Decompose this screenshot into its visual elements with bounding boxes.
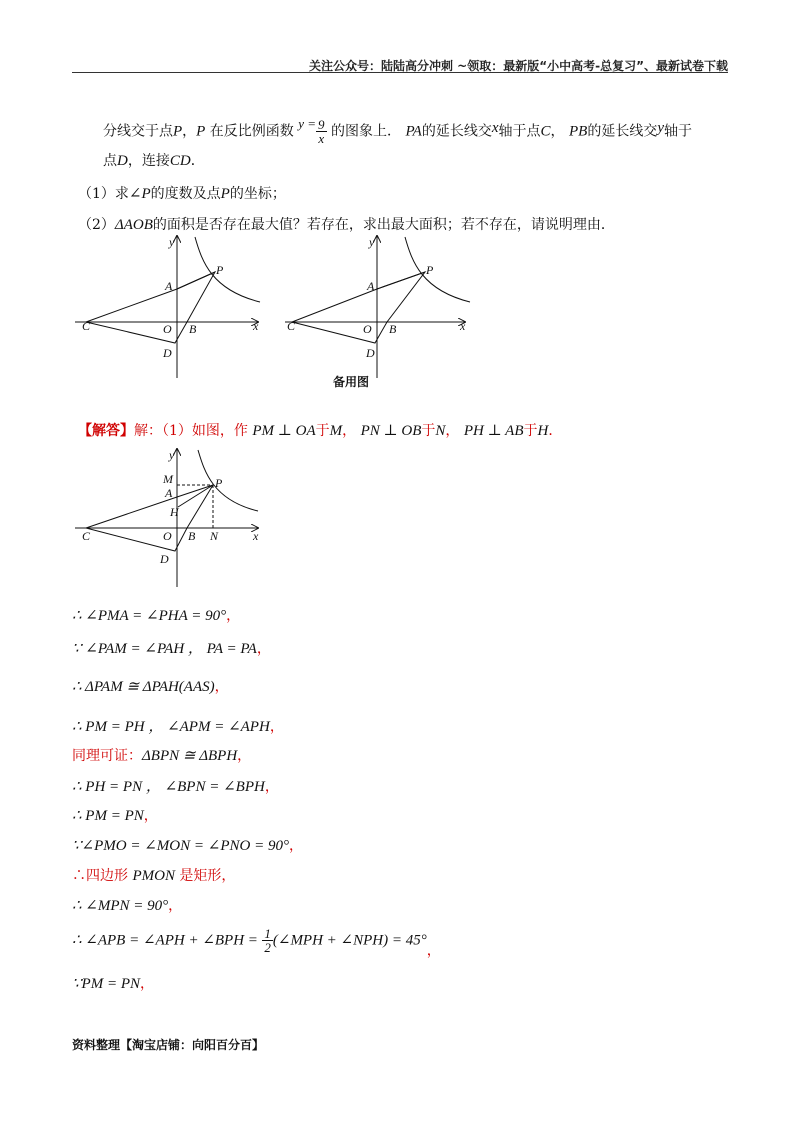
math-PN-perp-OB: PN ⊥ OB [360, 423, 422, 439]
problem-line-1 [103, 115, 692, 146]
punct: ， [426, 942, 441, 959]
math-x: x [491, 119, 499, 136]
step-math: ∴ ∠APB = ∠APH + ∠BPH = [72, 932, 258, 949]
solution-text: 于 [421, 423, 436, 439]
label-O: O [363, 322, 372, 336]
step-2 [72, 637, 271, 658]
label-B: B [188, 529, 196, 543]
label-y: y [369, 235, 375, 249]
label-D: D [160, 552, 169, 566]
question-2 [78, 214, 615, 234]
math-H: H [537, 423, 549, 439]
punct: ， [550, 123, 565, 140]
step-12 [72, 973, 154, 993]
question-text: 的面积是否存在最大值？若存在，求出最大面积；若不存在，请说明理由． [152, 217, 615, 233]
label-B: B [389, 322, 397, 336]
hyperbola [198, 450, 258, 511]
solution-text: 于 [523, 423, 538, 439]
problem-line-2 [103, 150, 205, 170]
figure-caption: 备用图 [333, 375, 370, 389]
label-C: C [287, 319, 296, 333]
punct: ， [143, 808, 158, 824]
math-PA: PA [405, 123, 422, 140]
step-math: ΔBPN ≅ ΔBPH [142, 748, 238, 764]
punct: ， [168, 898, 183, 914]
step-9 [72, 865, 235, 885]
label-y: y [169, 448, 175, 462]
problem-text: ． [190, 153, 205, 169]
question-text: 的坐标； [229, 186, 286, 202]
step-5 [72, 745, 251, 765]
problem-text: 点 [103, 153, 117, 169]
page-footer: 资料整理【淘宝店铺：向阳百分百】 [72, 1038, 265, 1052]
line-C-D-B-P [292, 272, 425, 343]
label-H: H [170, 505, 179, 519]
label-P: P [426, 263, 434, 277]
math-C: C [540, 123, 551, 140]
punct: ， [214, 679, 229, 695]
punct: ， [140, 976, 154, 992]
numerator: 9 [318, 117, 325, 132]
step-text: 同理可证： [72, 748, 142, 764]
math-CD: CD [169, 153, 191, 169]
label-C: C [82, 529, 91, 543]
fraction-9-over-x [316, 118, 327, 145]
problem-text: 的延长线交 [587, 123, 658, 140]
math-PM-perp-OA: PM ⊥ OA [252, 423, 316, 439]
label-C: C [82, 319, 91, 333]
math-D: D [117, 153, 128, 169]
page-header: 关注公众号：陆陆高分冲刺 ~领取：最新版“小中高考-总复习”、最新试卷下载 [309, 59, 728, 73]
label-x: x [460, 319, 466, 333]
question-text: （1）求 [78, 186, 129, 202]
punct: ， [182, 123, 197, 140]
math-angle-P: ∠P [128, 186, 151, 202]
problem-text: 的延长线交 [421, 123, 492, 140]
step-math: ∴ ∠PMA = ∠PHA = 90° [72, 608, 227, 624]
punct: ， [221, 868, 236, 884]
numerator: 1 [264, 926, 271, 941]
label-N: N [210, 529, 219, 543]
step-math: ∴ ΔPAM ≅ ΔPAH(AAS) [72, 679, 215, 695]
math-y: y [657, 119, 664, 136]
label-P: P [216, 263, 224, 277]
solution-header [78, 420, 562, 440]
math-P: P [220, 186, 230, 202]
step-math: ∴ PM = PH ， ∠APM = ∠APH [72, 719, 270, 735]
step-11 [72, 926, 441, 959]
solution-tag: 【解答】 [78, 423, 134, 439]
math-PH-perp-AB: PH ⊥ AB [463, 423, 524, 439]
step-math: ∴ PH = PN ， ∠BPN = ∠BPH [72, 779, 265, 795]
figure-1 [70, 232, 270, 382]
math-triangle-AOB: ΔAOB [114, 217, 153, 233]
label-D: D [163, 346, 172, 360]
fraction-one-half [262, 927, 273, 954]
punct: ， [288, 838, 303, 854]
problem-text: 轴于 [664, 123, 692, 140]
math-P: P [173, 123, 183, 140]
problem-text: ，连接 [127, 153, 170, 169]
step-text: ∴ [72, 868, 86, 884]
problem-text: 在反比例函数 [209, 123, 294, 140]
step-8 [72, 835, 303, 855]
step-3 [72, 676, 229, 696]
label-M: M [163, 472, 173, 486]
step-text: 四边形 [86, 868, 128, 884]
math-PB: PB [569, 123, 588, 140]
figure-2 [280, 232, 480, 382]
step-text: 是矩形 [179, 868, 222, 884]
step-math: PMON [132, 868, 175, 884]
step-10 [72, 895, 182, 915]
math-M: M [329, 423, 343, 439]
step-math: (∠MPH + ∠NPH) = 45° [272, 932, 427, 949]
label-A: A [165, 279, 173, 293]
problem-text: 的图象上． [331, 123, 401, 140]
line-C-A-P [86, 485, 213, 528]
question-text: 的度数及点 [150, 186, 221, 202]
line-C-A-P [86, 272, 215, 322]
label-D: D [366, 346, 375, 360]
solution-text: 于 [315, 423, 330, 439]
step-math: ∴ PM = PN [72, 808, 144, 824]
step-7 [72, 805, 158, 825]
step-1 [72, 605, 240, 625]
math-y-eq: y = [298, 115, 317, 131]
segment-PH [178, 485, 213, 507]
header-rule [72, 72, 728, 73]
step-math: ∴ ∠MPN = 90° [72, 898, 169, 914]
math-P: P [196, 123, 206, 140]
label-x: x [253, 319, 259, 333]
step-math: ∵PM = PN [72, 976, 140, 992]
solution-text: 解：（1）如图，作 [134, 423, 248, 439]
label-O: O [163, 529, 172, 543]
question-1 [78, 183, 286, 203]
step-math: ∵ ∠PAM = ∠PAH ， PA = PA [72, 641, 257, 657]
label-P: P [215, 476, 223, 490]
step-math: ∵∠PMO = ∠MON = ∠PNO = 90° [72, 838, 289, 854]
label-A: A [165, 486, 173, 500]
hyperbola [195, 237, 260, 302]
punct: ， [342, 423, 357, 439]
label-A: A [367, 279, 375, 293]
punct: ， [264, 779, 279, 795]
problem-text: 分线交于点 [103, 123, 173, 140]
punct: ， [237, 748, 252, 764]
label-O: O [163, 322, 172, 336]
punct: ． [548, 423, 563, 439]
problem-text: 轴于点 [498, 123, 541, 140]
punct: ， [226, 608, 241, 624]
label-y: y [169, 235, 175, 249]
punct: ， [269, 719, 284, 735]
denominator: x [318, 131, 325, 146]
punct: ， [445, 423, 460, 439]
label-x: x [253, 529, 259, 543]
solution-figure [70, 445, 270, 590]
step-4 [72, 715, 284, 736]
math-N: N [435, 423, 446, 439]
label-B: B [189, 322, 197, 336]
step-6 [72, 775, 279, 796]
question-text: （2） [78, 217, 115, 233]
denominator: 2 [264, 940, 271, 955]
hyperbola [405, 237, 470, 302]
punct: ， [256, 641, 271, 657]
